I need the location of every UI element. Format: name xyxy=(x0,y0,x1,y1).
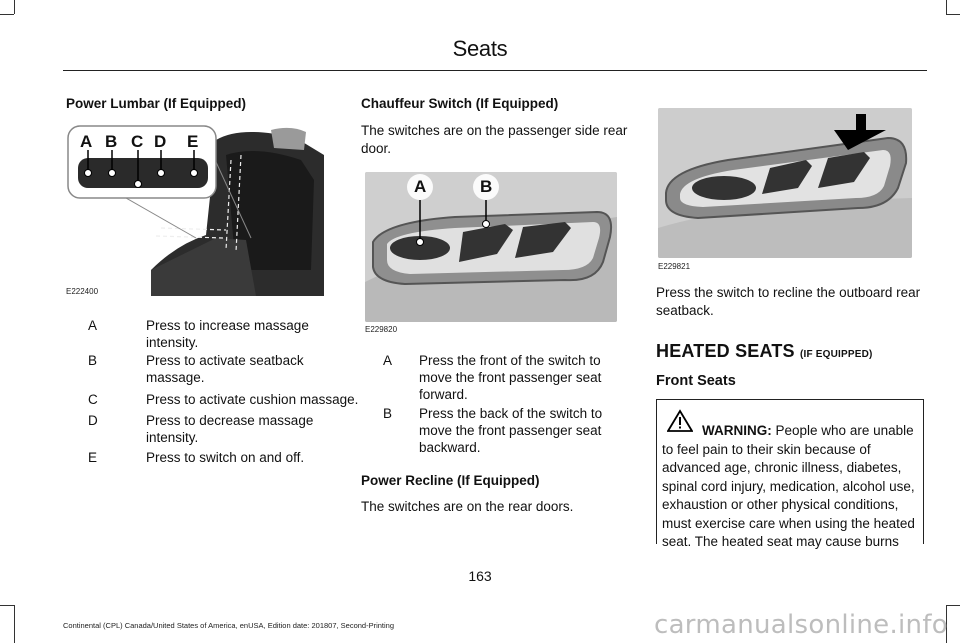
callout-letter: A xyxy=(80,132,93,151)
item-key: B xyxy=(88,353,98,368)
item-text: Press to switch on and off. xyxy=(146,450,305,465)
warning-icon xyxy=(667,409,693,433)
callout-letter: D xyxy=(154,132,167,151)
image-code: E229821 xyxy=(658,262,691,271)
watermark: carmanualsonline.info xyxy=(653,610,948,640)
item-key: A xyxy=(383,353,393,368)
warning-text: People who are unable to feel pain to their skin because of advanced age, chronic illness, diabetes, spinal cord injury, medication, alcohol use, exhaustion or other physical conditions, must exercise care when using the heated seat. The heated seat may cause burns xyxy=(662,423,915,549)
crop-mark-top-right-h xyxy=(946,14,960,15)
header-divider xyxy=(63,70,927,71)
power-lumbar-heading: Power Lumbar (If Equipped) xyxy=(66,96,247,111)
recline-paragraph: Press the switch to recline the outboard rear seatback. xyxy=(656,285,921,318)
warning-label: WARNING: xyxy=(702,423,772,438)
page-number: 163 xyxy=(468,568,492,584)
crop-mark-bottom-left-h xyxy=(0,605,14,606)
crop-mark-top-left xyxy=(14,0,15,14)
heated-seats-title xyxy=(656,341,873,362)
item-text: Press to activate seatback massage. xyxy=(146,353,304,385)
item-text: Press to activate cushion massage. xyxy=(146,392,359,407)
item-key: A xyxy=(88,318,98,333)
edition-footer: Continental (CPL) Canada/United States of America, enUSA, Edition date: 201807, Second-Printing xyxy=(63,621,395,630)
item-key: D xyxy=(88,413,98,428)
item-text: Press the back of the switch to move the front passenger seat backward. xyxy=(419,406,603,455)
item-key: C xyxy=(88,392,98,407)
item-text: Press the front of the switch to move the front passenger seat forward. xyxy=(419,353,602,402)
callout-a: A xyxy=(414,177,427,196)
recline-switch-image xyxy=(658,108,912,258)
heated-seats-title-text: HEATED SEATS xyxy=(656,341,795,361)
callout-letter: E xyxy=(187,132,199,151)
chauffeur-switch-image xyxy=(365,172,617,322)
crop-mark-bottom-right-h xyxy=(946,605,960,606)
warning-box xyxy=(656,399,924,549)
power-lumbar-image xyxy=(66,120,324,296)
item-text: Press to decrease massage intensity. xyxy=(146,413,314,445)
power-recline-heading: Power Recline (If Equipped) xyxy=(361,473,540,488)
crop-mark-top-left-h xyxy=(0,14,14,15)
image-code: E229820 xyxy=(365,325,398,334)
callout-letter: C xyxy=(131,132,144,151)
item-text: Press to increase massage intensity. xyxy=(146,318,309,350)
power-recline-text: The switches are on the rear doors. xyxy=(361,499,574,514)
heated-seats-suffix: (IF EQUIPPED) xyxy=(799,349,873,360)
page-title: Seats xyxy=(452,36,508,61)
callout-b: B xyxy=(480,177,493,196)
chauffeur-intro: The switches are on the passenger side rear door. xyxy=(361,123,628,156)
item-key: B xyxy=(383,406,393,421)
image-code: E222400 xyxy=(66,287,99,296)
item-key: E xyxy=(88,450,98,465)
callout-letter: B xyxy=(105,132,118,151)
crop-mark-bottom-left xyxy=(14,605,15,643)
chauffeur-heading: Chauffeur Switch (If Equipped) xyxy=(361,96,559,111)
crop-mark-top-right xyxy=(946,0,947,14)
front-seats-heading: Front Seats xyxy=(656,373,736,389)
